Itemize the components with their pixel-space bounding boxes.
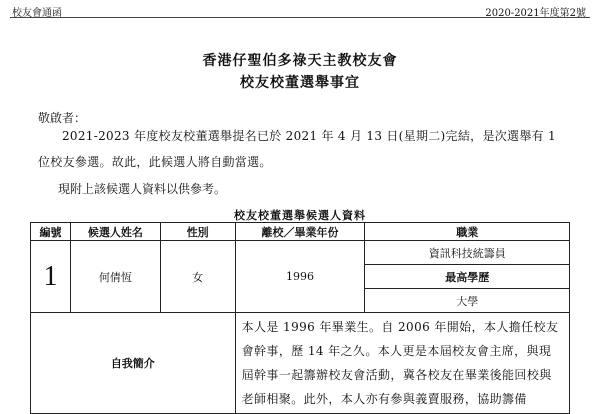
intro-text: 本人是 1996 年畢業生。自 2006 年開始，本人擔任校友會幹事，歷 14 年之久。本人更是本屆校友會主席，與現屆幹事一起籌辦校友會活動，冀各校友在畢業後能回校與老師相聚。此外，本人亦有參與義賣服務，協助籌備 <box>235 313 569 414</box>
table-row <box>31 241 570 265</box>
table-header-row <box>31 223 570 241</box>
intro-label: 自我簡介 <box>31 313 236 414</box>
header-year: 離校／畢業年份 <box>235 223 365 241</box>
candidate-year: 1996 <box>235 241 365 313</box>
circular-number: 2020-2021年度第2號 <box>485 8 586 19</box>
circular-label: 校友會通函 <box>12 8 62 19</box>
header-divider <box>10 17 590 18</box>
attachment-note: 現附上該候選人資料以供參考。 <box>58 182 227 196</box>
candidate-occupation: 資訊科技統籌員 <box>365 241 570 265</box>
candidate-education: 大學 <box>365 289 570 313</box>
document-title: 校友校董選舉事宜 <box>240 75 360 91</box>
salutation: 敬啟者： <box>38 111 87 125</box>
candidate-number: 1 <box>31 241 71 313</box>
intro-row <box>31 313 570 414</box>
announcement-paragraph: 2021-2023 年度校友校董選舉提名已於 2021 年 4 月 13 日(星期二)完結，是次選舉有 1 位校友參選。故此，此候選人將自動當選。 <box>38 129 556 169</box>
candidate-gender: 女 <box>160 241 235 313</box>
association-title: 香港仔聖伯多祿天主教校友會 <box>202 53 398 69</box>
header-number: 編號 <box>31 223 71 241</box>
header-gender: 性別 <box>160 223 235 241</box>
header-occupation: 職業 <box>365 223 570 241</box>
table-title: 校友校董選舉候選人資料 <box>234 209 366 222</box>
header-name: 候選人姓名 <box>70 223 160 241</box>
candidate-name: 何倩恆 <box>70 241 160 313</box>
candidate-table <box>30 222 570 414</box>
education-label: 最高學歷 <box>365 265 570 289</box>
